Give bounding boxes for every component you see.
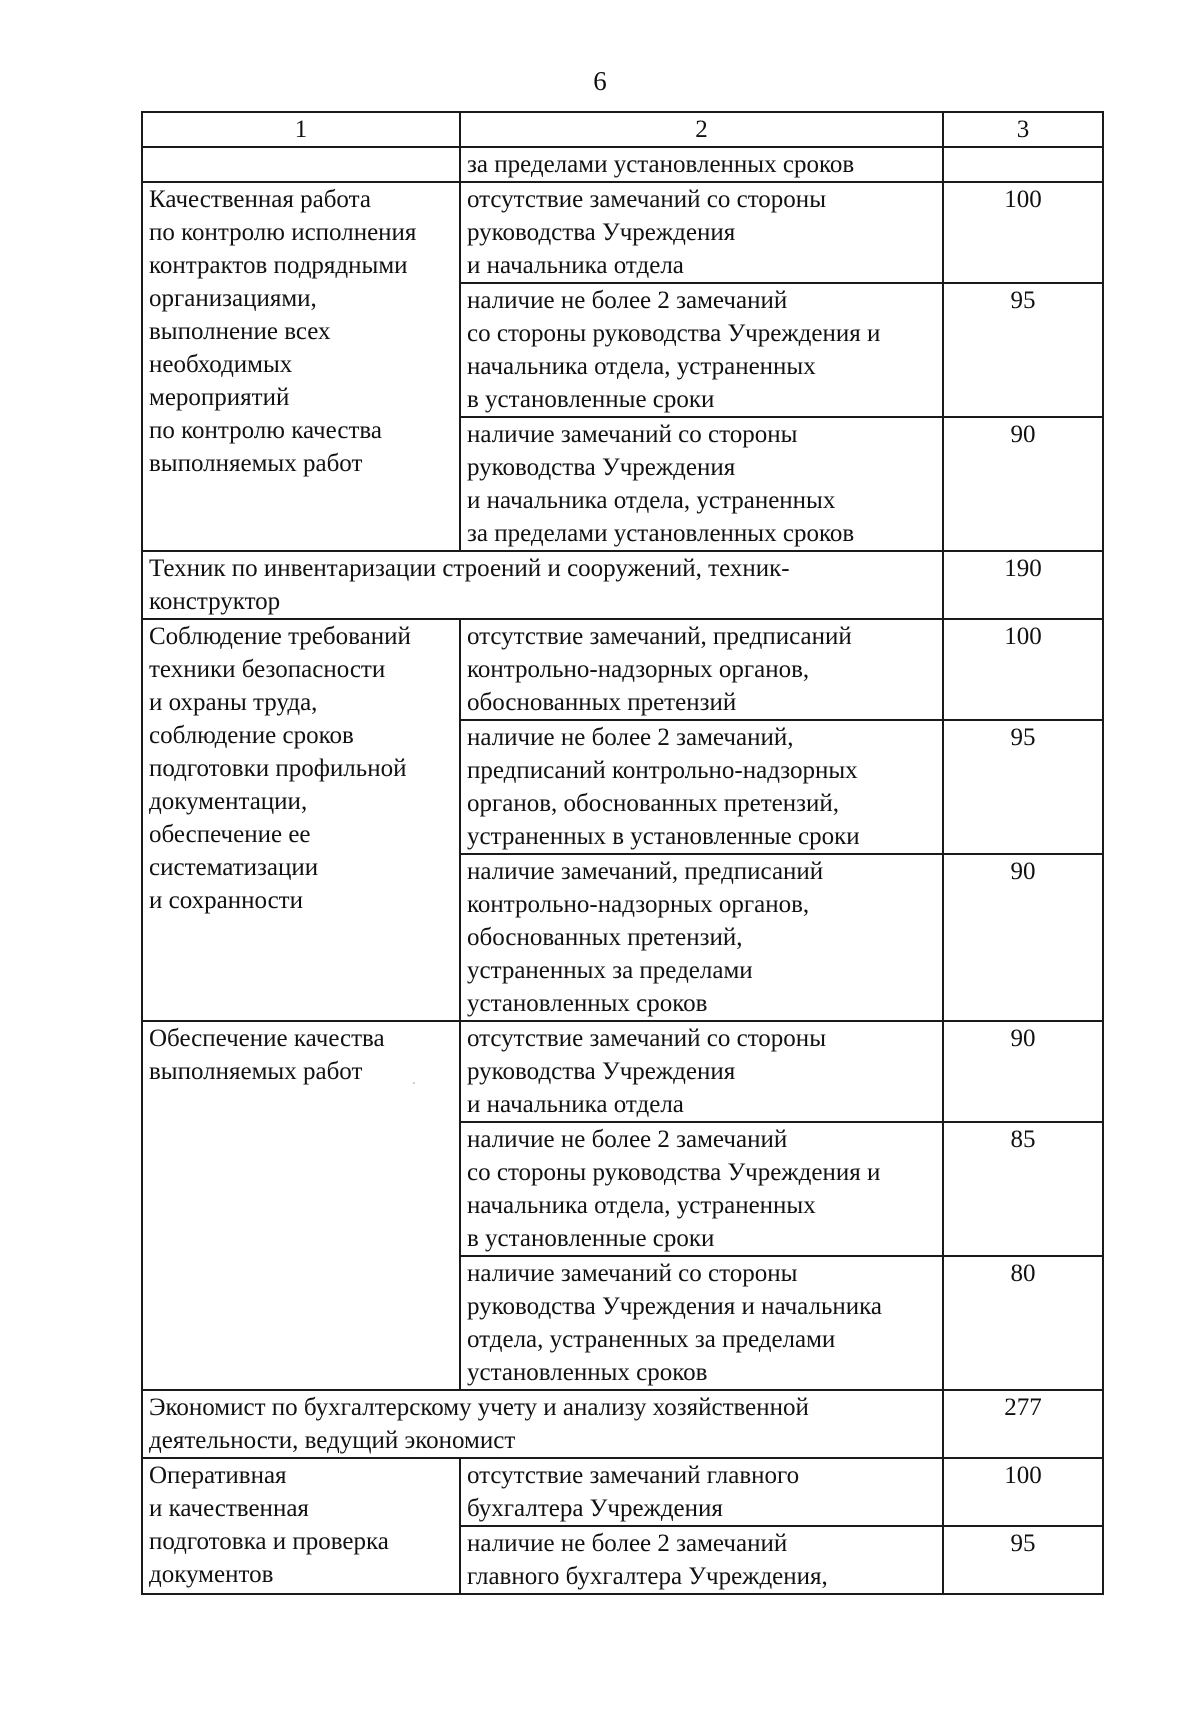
text-line: руководства Учреждения — [467, 219, 736, 246]
condition-cell — [460, 854, 943, 1021]
table-row — [142, 147, 1103, 182]
text-line: контрольно-надзорных органов, — [467, 891, 810, 918]
score-cell: 100 — [943, 1458, 1103, 1526]
text-line: Техник по инвентаризации строений и сооружений, техник- — [149, 555, 790, 582]
criterion-cell — [142, 1021, 460, 1390]
condition-cell — [460, 283, 943, 417]
condition-cell — [460, 1526, 943, 1594]
text-line: устраненных за пределами — [467, 957, 753, 984]
header-col-1: 1 — [142, 112, 460, 147]
text-line: подготовка и проверка — [149, 1528, 389, 1555]
text-line: установленных сроков — [467, 1359, 708, 1386]
position-title-cell — [142, 1390, 943, 1458]
table-row — [142, 1458, 1103, 1526]
text-line: наличие не более 2 замечаний — [467, 1126, 788, 1153]
text-line: мероприятий — [149, 384, 290, 411]
table-row — [142, 182, 1103, 283]
header-col-2: 2 — [460, 112, 943, 147]
criterion-cell — [142, 619, 460, 1021]
criterion-cell — [142, 1458, 460, 1594]
condition-cell — [460, 720, 943, 854]
condition-cell — [460, 619, 943, 720]
text-line: бухгалтера Учреждения — [467, 1495, 723, 1522]
table-header-row — [142, 112, 1103, 147]
text-line: наличие замечаний со стороны — [467, 1260, 798, 1287]
score-cell — [943, 147, 1103, 182]
text-line: наличие не более 2 замечаний — [467, 287, 788, 314]
text-line: главного бухгалтера Учреждения, — [467, 1563, 828, 1590]
text-line: предписаний контрольно-надзорных — [467, 757, 858, 784]
text-line: со стороны руководства Учреждения и — [467, 1159, 881, 1186]
text-line: обоснованных претензий, — [467, 924, 743, 951]
criterion-cell — [142, 182, 460, 551]
score-cell: 100 — [943, 619, 1103, 720]
text-line: наличие замечаний, предписаний — [467, 858, 824, 885]
criteria-table — [141, 111, 1104, 1595]
text-line: и охраны труда, — [149, 689, 318, 716]
text-line: в установленные сроки — [467, 386, 715, 413]
condition-cell — [460, 1122, 943, 1256]
score-cell: 80 — [943, 1256, 1103, 1390]
position-row — [142, 551, 1103, 619]
text-line: установленных сроков — [467, 990, 708, 1017]
text-line: и начальника отдела, устраненных — [467, 487, 836, 514]
table-row — [142, 619, 1103, 720]
text-line: со стороны руководства Учреждения и — [467, 320, 881, 347]
text-line: конструктор — [149, 588, 281, 615]
text-line: наличие не более 2 замечаний — [467, 1530, 788, 1557]
text-line: Качественная работа — [149, 186, 371, 213]
text-line: руководства Учреждения — [467, 1058, 736, 1085]
position-score-cell: 190 — [943, 551, 1103, 619]
condition-cell — [460, 1021, 943, 1122]
position-score-cell: 277 — [943, 1390, 1103, 1458]
page-number: 6 — [593, 66, 607, 96]
text-line: начальника отдела, устраненных — [467, 1192, 816, 1219]
condition-cell — [460, 147, 943, 182]
text-line: и начальника отдела — [467, 1091, 684, 1118]
text-line: выполняемых работ — [149, 450, 363, 477]
text-line: документации, — [149, 788, 308, 815]
score-cell: 85 — [943, 1122, 1103, 1256]
text-line: систематизации — [149, 854, 319, 881]
score-cell: 95 — [943, 720, 1103, 854]
position-row — [142, 1390, 1103, 1458]
position-title-cell — [142, 551, 943, 619]
text-line: отсутствие замечаний со стороны — [467, 1025, 826, 1052]
text-line: по контролю исполнения — [149, 219, 417, 246]
condition-cell — [460, 1256, 943, 1390]
text-line: необходимых — [149, 351, 293, 378]
text-line: органов, обоснованных претензий, — [467, 790, 839, 817]
text-line: соблюдение сроков — [149, 722, 354, 749]
text-line: в установленные сроки — [467, 1225, 715, 1252]
text-line: и сохранности — [149, 887, 303, 914]
text-line: наличие не более 2 замечаний, — [467, 724, 794, 751]
score-cell: 100 — [943, 182, 1103, 283]
score-cell: 90 — [943, 1021, 1103, 1122]
text-line: и качественная — [149, 1495, 309, 1522]
text-line: наличие замечаний со стороны — [467, 421, 798, 448]
text-line: деятельности, ведущий экономист — [149, 1427, 516, 1454]
text-line: за пределами установленных сроков — [467, 520, 855, 547]
text-line: организациями, — [149, 285, 317, 312]
header-col-3: 3 — [943, 112, 1103, 147]
criterion-cell — [142, 147, 460, 182]
text-line: начальника отдела, устраненных — [467, 353, 816, 380]
condition-cell — [460, 417, 943, 551]
text-line: и начальника отдела — [467, 252, 684, 279]
text-line: техники безопасности — [149, 656, 386, 683]
text-line: отдела, устраненных за пределами — [467, 1326, 836, 1353]
text-line: выполняемых работ — [149, 1058, 363, 1085]
text-line: за пределами установленных сроков — [467, 151, 855, 178]
text-line: отсутствие замечаний главного — [467, 1462, 800, 1489]
text-line: руководства Учреждения и начальника — [467, 1293, 882, 1320]
text-line: контрактов подрядными — [149, 252, 408, 279]
text-line: Обеспечение качества — [149, 1025, 385, 1052]
text-line: Соблюдение требований — [149, 623, 411, 650]
text-line: Оперативная — [149, 1462, 287, 1489]
score-cell: 90 — [943, 854, 1103, 1021]
condition-cell — [460, 182, 943, 283]
text-line: отсутствие замечаний со стороны — [467, 186, 826, 213]
scan-speck — [413, 1082, 415, 1084]
text-line: документов — [149, 1561, 274, 1588]
score-cell: 90 — [943, 417, 1103, 551]
text-line: Экономист по бухгалтерскому учету и анализу хозяйственной — [149, 1394, 809, 1421]
score-cell: 95 — [943, 283, 1103, 417]
text-line: выполнение всех — [149, 318, 331, 345]
text-line: по контролю качества — [149, 417, 382, 444]
text-line: руководства Учреждения — [467, 454, 736, 481]
text-line: отсутствие замечаний, предписаний — [467, 623, 852, 650]
score-cell: 95 — [943, 1526, 1103, 1594]
text-line: контрольно-надзорных органов, — [467, 656, 810, 683]
text-line: устраненных в установленные сроки — [467, 823, 860, 850]
text-line: обоснованных претензий — [467, 689, 737, 716]
table-row — [142, 1021, 1103, 1122]
text-line: обеспечение ее — [149, 821, 311, 848]
text-line: подготовки профильной — [149, 755, 407, 782]
condition-cell — [460, 1458, 943, 1526]
